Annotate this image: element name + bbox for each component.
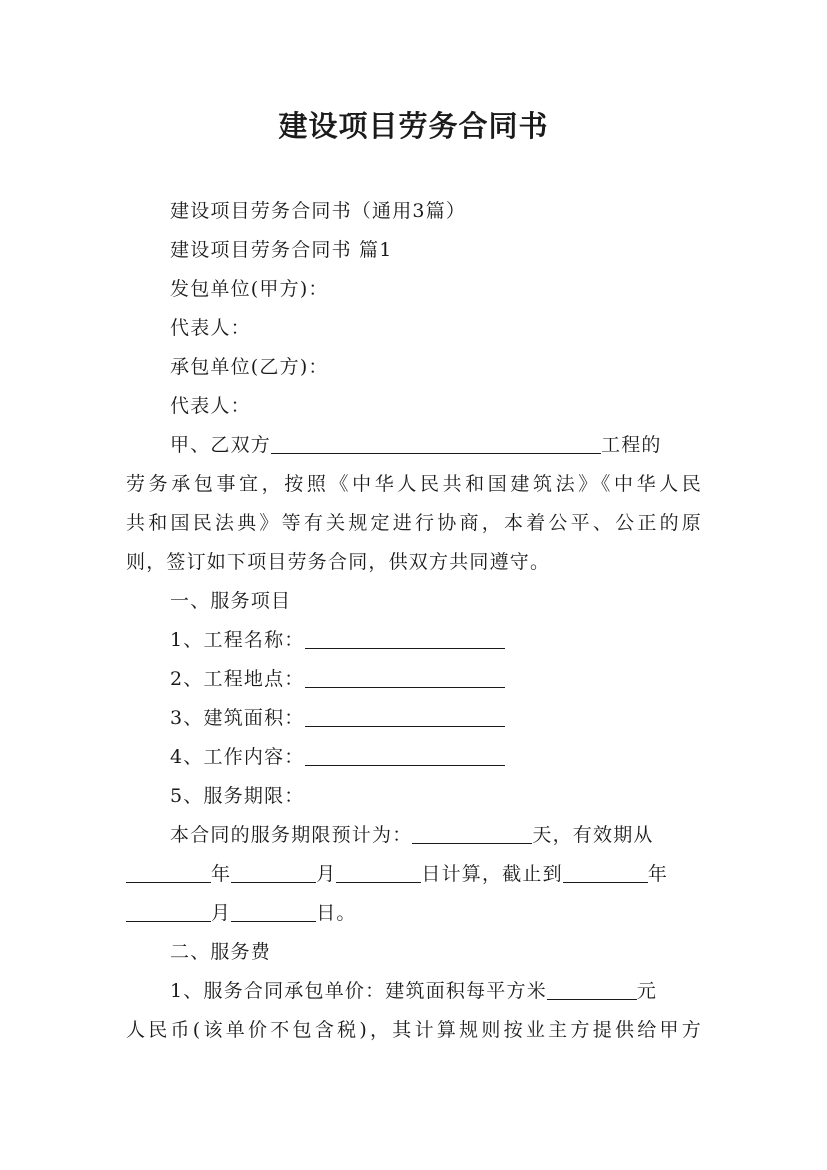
start-year-blank [126, 862, 211, 883]
item-label: 3、建筑面积： [170, 707, 305, 729]
paragraph-line [126, 816, 702, 855]
party-a-label: 发包单位(甲方)： [170, 278, 329, 300]
section-heading-part1: 建设项目劳务合同书 篇1 [170, 239, 393, 261]
item-project-location [126, 660, 702, 699]
end-year-blank [563, 862, 648, 883]
paragraph-line [126, 972, 702, 1011]
section-heading-service-items: 一、服务项目 [170, 590, 292, 612]
month-label: 月 [211, 902, 232, 924]
item-label: 2、工程地点： [170, 668, 305, 690]
year-label: 年 [211, 863, 232, 885]
subtitle-line: 建设项目劳务合同书（通用3篇） [170, 200, 467, 222]
paragraph-text: 日。 [316, 902, 357, 924]
item-work-content [126, 738, 702, 777]
building-area-blank [305, 706, 505, 727]
days-blank [412, 823, 532, 844]
paragraph-line: 人民币(该单价不包含税)，其计算规则按业主方提供给甲方 [126, 1019, 702, 1041]
document-body [126, 192, 702, 1050]
year-label: 年 [647, 863, 669, 885]
paragraph-line: 共和国民法典》等有关规定进行协商，本着公平、公正的原 [126, 512, 702, 534]
item-project-name [126, 621, 702, 660]
end-month-blank [126, 901, 211, 922]
section-heading-service-fee: 二、服务费 [170, 941, 272, 963]
party-b-representative-label: 代表人： [170, 395, 251, 417]
paragraph-text: 日计算，截止到 [421, 863, 563, 885]
paragraph-text: 天，有效期从 [532, 824, 654, 846]
project-name-blank [305, 628, 505, 649]
item-building-area [126, 699, 702, 738]
work-content-blank [305, 745, 505, 766]
paragraph-line [126, 426, 702, 465]
document-title: 建设项目劳务合同书 [278, 109, 549, 143]
paragraph-text: 工程的 [601, 434, 662, 456]
item-label: 1、工程名称： [170, 629, 305, 651]
paragraph-text: 本合同的服务期限预计为： [170, 824, 413, 846]
paragraph-line [126, 855, 702, 894]
party-a-representative-label: 代表人： [170, 317, 251, 339]
paragraph-text: 1、服务合同承包单价：建筑面积每平方米 [170, 980, 547, 1002]
paragraph-text: 甲、乙双方 [170, 434, 272, 456]
unit-price-blank [547, 979, 637, 1000]
item-service-period: 5、服务期限： [170, 785, 305, 807]
party-b-label: 承包单位(乙方)： [170, 356, 329, 378]
start-month-blank [231, 862, 316, 883]
paragraph-line: 劳务承包事宜，按照《中华人民共和国建筑法》《中华人民 [126, 473, 702, 495]
month-label: 月 [316, 863, 337, 885]
paragraph-line: 则，签订如下项目劳务合同，供双方共同遵守。 [126, 551, 551, 573]
item-label: 4、工作内容： [170, 746, 305, 768]
paragraph-text: 元 [636, 980, 658, 1002]
project-name-blank [271, 433, 601, 454]
project-location-blank [305, 667, 505, 688]
end-day-blank [231, 901, 316, 922]
start-day-blank [336, 862, 421, 883]
paragraph-line [126, 894, 702, 933]
